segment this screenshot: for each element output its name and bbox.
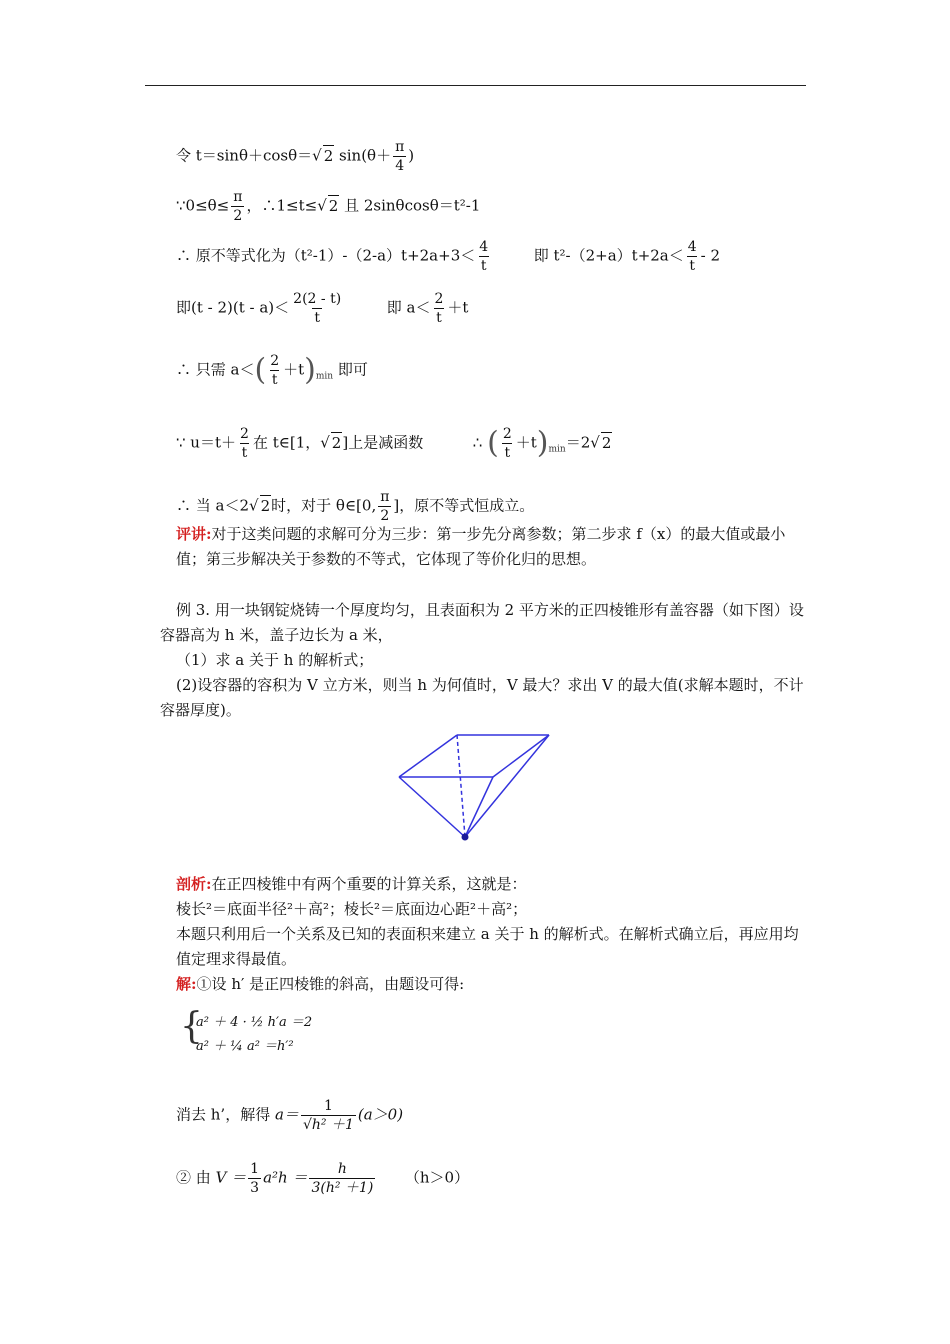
analysis-label: 剖析: (176, 875, 212, 893)
fraction: $\frac{\pi}{2}$ (233, 189, 243, 224)
formula-min-condition: ∴ 只需 a＜( $\frac{2}{t}$ $+t)_{min}$ 即可 (176, 352, 368, 388)
sqrt-arg: 2 (328, 196, 339, 215)
comment-paragraph (176, 522, 808, 572)
lateral-edge-hidden (457, 735, 465, 837)
fraction: $\frac{1}{\text{√h² ＋1}}$ (302, 1098, 354, 1133)
question-1: （1）求 a 关于 h 的解析式； (176, 651, 374, 669)
fraction: $\frac{2(2 - t)}{t}$ (293, 291, 342, 326)
comment-text: 对于这类问题的求解可分为三步：第一步先分离参数；第二步求 f（x）的最大值或最小值；第三步解决关于参数的不等式，它体现了等价化归的思想。 (176, 525, 786, 568)
text: 即 t²-（2+a）t+2a＜ (533, 246, 684, 265)
analysis-text: 在正四棱锥中有两个重要的计算关系，这就是： (211, 875, 527, 893)
sqrt-arg: 2 (601, 433, 612, 452)
formula-a-solution (176, 1097, 403, 1134)
text: 令 t＝sinθ＋cosθ＝ (176, 146, 313, 165)
text: (a＞0) (357, 1105, 404, 1124)
equation-1: a² ＋ 4 · ½ h′a ＝2 (196, 1015, 313, 1030)
brace: { (180, 1006, 203, 1047)
text: ∴ 原不等式化为（t²-1）-（2-a）t+2a+3＜ (176, 246, 476, 265)
text: ]，原不等式恒成立。 (393, 496, 535, 515)
text: ＋t (515, 433, 537, 452)
fraction: $\frac{2}{t}$ (502, 426, 512, 461)
subscript: min (548, 444, 566, 455)
subscript: min (315, 371, 334, 382)
formula-inequality-transform (176, 238, 720, 275)
top-edge-right (493, 735, 549, 777)
fraction: $\frac{4}{t}$ (479, 239, 489, 274)
text: 即(t - 2)(t - a)＜ (176, 298, 290, 317)
fraction: $\frac{\pi}{4}$ (395, 139, 405, 174)
equation-2: a² ＋ ¼ a² ＝h′² (196, 1039, 294, 1054)
comment-label: 评讲: (176, 525, 212, 543)
text: ∴ 当 a＜2 (176, 496, 250, 515)
solution-label: 解: (176, 975, 197, 993)
apex-point (462, 834, 469, 841)
text: a²h ＝ (263, 1168, 308, 1187)
fraction: $\frac{2}{t}$ (240, 426, 249, 461)
analysis-line-1 (176, 872, 808, 897)
fraction: $\frac{1}{3}$ (250, 1161, 260, 1196)
header-rule (145, 85, 806, 86)
text: ＋t (447, 298, 469, 317)
formula-factored (176, 290, 468, 327)
text: ＋t (283, 360, 305, 379)
pyramid-figure (395, 725, 555, 845)
text: 在 t∈[1， (252, 433, 321, 452)
lateral-edge-right (465, 735, 549, 837)
formula-volume (176, 1160, 469, 1197)
text: a＝ (274, 1105, 299, 1124)
fraction: $\frac{4}{t}$ (687, 239, 697, 274)
text: ∵0≤θ≤ (176, 196, 230, 215)
fraction: $\frac{2}{t}$ (434, 291, 444, 326)
text: 且 2sinθcosθ＝t²-1 (344, 196, 481, 215)
lateral-edge-left (399, 777, 465, 837)
text: ∵ u＝t＋ (176, 433, 237, 452)
fraction: $\frac{\pi}{2}$ (380, 489, 390, 524)
formula-t-substitution: 令 t＝sinθ＋cosθ＝√ 2 sin(θ＋ $\frac{\pi}{4}$ ) (176, 139, 415, 174)
formula-conclusion: ∴ 当 a＜2√ 2时，对于 θ∈[0, $\frac{\pi}{2}$ ]，原不等式恒成立。 (176, 489, 535, 524)
fraction: $\frac{2}{t}$ (270, 353, 280, 388)
text: ]上是减函数 (342, 433, 424, 452)
sqrt-arg: 2 (260, 496, 271, 515)
text: ② 由 (176, 1168, 211, 1187)
text: 消去 h’，解得 (176, 1105, 271, 1124)
top-edge-left (399, 735, 457, 777)
text: ，∴1≤t≤ (246, 196, 318, 215)
formula-decreasing: ∵ u＝t＋ $\frac{2}{t}$ 在 t∈[1，√ 2]上是减函数 ∴ ( $\frac{2}{t}$ $+t)_{min}=2√$ 2 (176, 425, 612, 461)
example-intro: 例 3. 用一块钢锭烧铸一个厚度均匀，且表面积为 2 平方米的正四棱锥形有盖容器（如下图）设容器高为 h 米，盖子边长为 a 米， (160, 601, 804, 644)
solution-intro (176, 972, 808, 997)
formula-theta-range: ∵0≤θ≤ $\frac{\pi}{2}$ ，∴1≤t≤√ 2 且 2sinθcosθ＝t²-1 (176, 189, 481, 224)
text: ∴ (472, 433, 483, 452)
sqrt-arg: 2 (331, 433, 342, 452)
text: sin(θ＋ (339, 146, 392, 165)
text: （h＞0） (404, 1168, 470, 1187)
text: 即 a＜ (386, 298, 431, 317)
text: ＝2 (565, 433, 591, 452)
fraction: $\frac{h}{\text{3(h² ＋1)}}$ (311, 1161, 374, 1196)
analysis-line-2: 棱长²＝底面半径²＋高²；棱长²＝底面边心距²＋高²； (176, 900, 528, 918)
text: - 2 (700, 246, 721, 265)
analysis-line-3: 本题只利用后一个关系及已知的表面积来建立 a 关于 h 的解析式。在解析式确立后，再应用均值定理求得最值。 (176, 925, 799, 968)
text: ) (408, 146, 415, 165)
text: ∴ 只需 a＜ (176, 360, 255, 379)
text: 时，对于 θ∈[0, (271, 496, 377, 515)
text: V ＝ (215, 1168, 247, 1187)
solution-text: ①设 h′ 是正四棱锥的斜高，由题设可得: (196, 975, 465, 993)
text: 即可 (337, 360, 368, 379)
sqrt-arg: 2 (323, 146, 334, 165)
question-2: (2)设容器的容积为 V 立方米，则当 h 为何值时，V 最大？求出 V 的最大值(求解本题时，不计容器厚度)。 (160, 676, 804, 719)
